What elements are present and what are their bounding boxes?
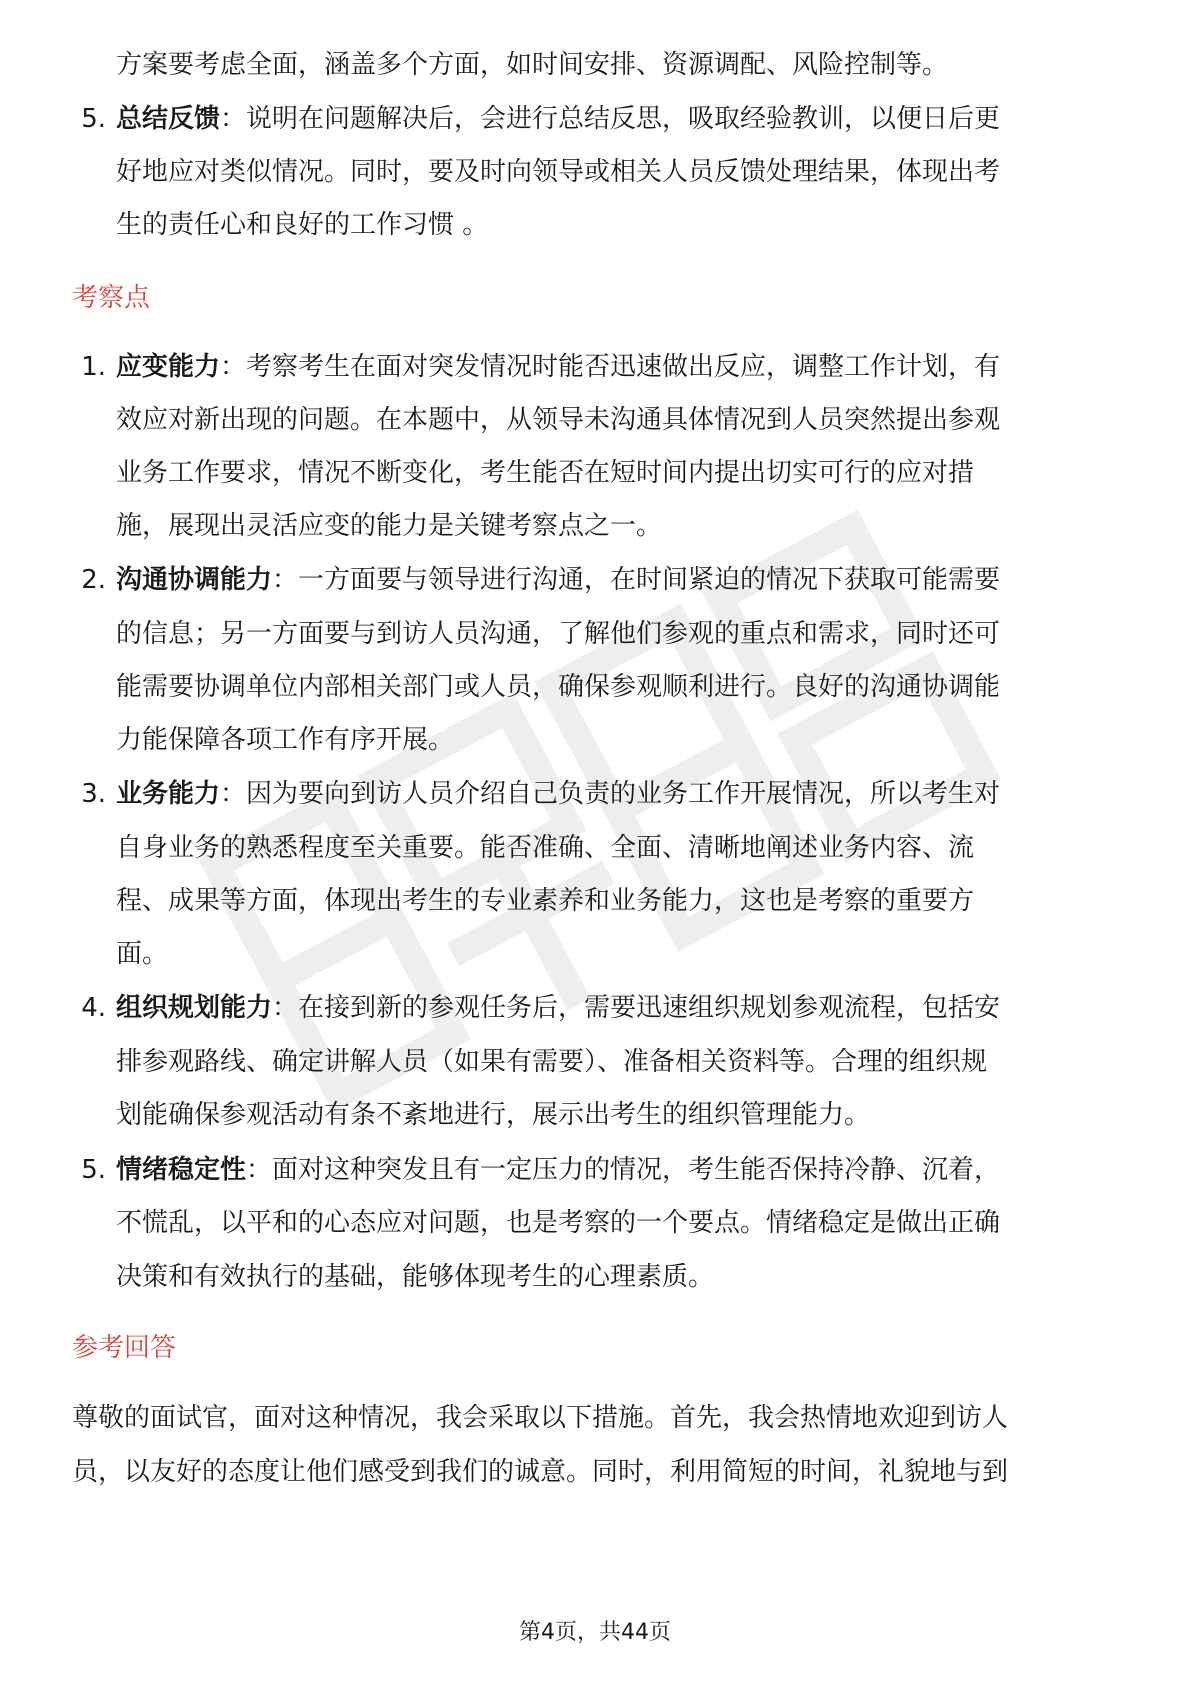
- list-item-line: 能需要协调单位内部相关部门或人员，确保参观顺利进行。良好的沟通协调能: [116, 672, 1001, 702]
- list-item-line: 排参观路线、确定讲解人员（如果有需要）、准备相关资料等。合理的组织规: [116, 1047, 988, 1077]
- list-number: 1.: [81, 352, 106, 382]
- list-item-line: 施，展现出灵活应变的能力是关键考察点之一。: [116, 511, 663, 541]
- list-item-text: ：面对这种突发且有一定压力的情况，考生能否保持冷静、沉着，: [246, 1155, 1001, 1185]
- list-item-title: 组织规划能力: [116, 993, 273, 1023]
- intro-line: 方案要考虑全面，涵盖多个方面，如时间安排、资源调配、风险控制等。: [116, 50, 949, 80]
- list-item-first-line: [116, 774, 1000, 814]
- list-item-first-line: [116, 560, 1000, 600]
- list-item-title: 情绪稳定性: [116, 1155, 247, 1185]
- list-item-first-line: [116, 1150, 1000, 1190]
- page-number-footer: 第4页，共44页: [519, 1620, 671, 1645]
- answer-line: 尊敬的面试官，面对这种情况，我会采取以下措施。首先，我会热情地欢迎到访人: [72, 1403, 1009, 1433]
- list-item-first-line: [116, 988, 1000, 1028]
- answer-line: 员，以友好的态度让他们感受到我们的诚意。同时，利用简短的时间，礼貌地与到: [72, 1457, 1009, 1487]
- list-number: 5.: [81, 1155, 106, 1185]
- list-item-line: 程、成果等方面，体现出考生的专业素养和业务能力，这也是考察的重要方: [116, 886, 975, 916]
- list-item-line: 生的责任心和良好的工作习惯 。: [116, 210, 489, 240]
- list-item-first-line: [116, 347, 1000, 387]
- list-item-line: 效应对新出现的问题。在本题中，从领导未沟通具体情况到人员突然提出参观: [116, 405, 1001, 435]
- list-item-line: 不慌乱，以平和的心态应对问题，也是考察的一个要点。情绪稳定是做出正确: [116, 1208, 1001, 1238]
- list-item-text: ：说明在问题解决后，会进行总结反思，吸取经验教训，以便日后更: [220, 104, 1001, 134]
- section-heading-answer: 参考回答: [72, 1333, 177, 1363]
- list-item-line: 决策和有效执行的基础，能够体现考生的心理素质。: [116, 1262, 715, 1292]
- list-item-text: ：在接到新的参观任务后，需要迅速组织规划参观流程，包括安: [272, 993, 1001, 1023]
- list-number: 5.: [81, 104, 106, 134]
- list-item-title: 应变能力: [116, 352, 221, 382]
- list-number: 3.: [81, 779, 106, 809]
- list-item-line: 业务工作要求，情况不断变化，考生能否在短时间内提出切实可行的应对措: [116, 458, 975, 488]
- list-item-line: 的信息；另一方面要与到访人员沟通，了解他们参观的重点和需求，同时还可: [116, 619, 1001, 649]
- list-item-line: 自身业务的熟悉程度至关重要。能否准确、全面、清晰地阐述业务内容、流: [116, 833, 975, 863]
- list-item-line: 好地应对类似情况。同时，要及时向领导或相关人员反馈处理结果，体现出考: [116, 157, 1001, 187]
- list-item-title: 业务能力: [116, 779, 221, 809]
- list-item-text: ：一方面要与领导进行沟通，在时间紧迫的情况下获取可能需要: [272, 565, 1001, 595]
- list-number: 4.: [81, 993, 106, 1023]
- section-heading-points: 考察点: [72, 283, 151, 313]
- list-item-text: ：考察考生在面对突发情况时能否迅速做出反应，调整工作计划，有: [220, 352, 1001, 382]
- list-item-title: 总结反馈: [116, 104, 221, 134]
- list-item-title: 沟通协调能力: [116, 565, 273, 595]
- list-item-line: 面。: [116, 939, 169, 969]
- list-number: 2.: [81, 565, 106, 595]
- list-item-first-line: [116, 99, 1000, 139]
- list-item-line: 划能确保参观活动有条不紊地进行，展示出考生的组织管理能力。: [116, 1100, 871, 1130]
- list-item-text: ：因为要向到访人员介绍自己负责的业务工作开展情况，所以考生对: [220, 779, 1001, 809]
- list-item-line: 力能保障各项工作有序开展。: [116, 725, 455, 755]
